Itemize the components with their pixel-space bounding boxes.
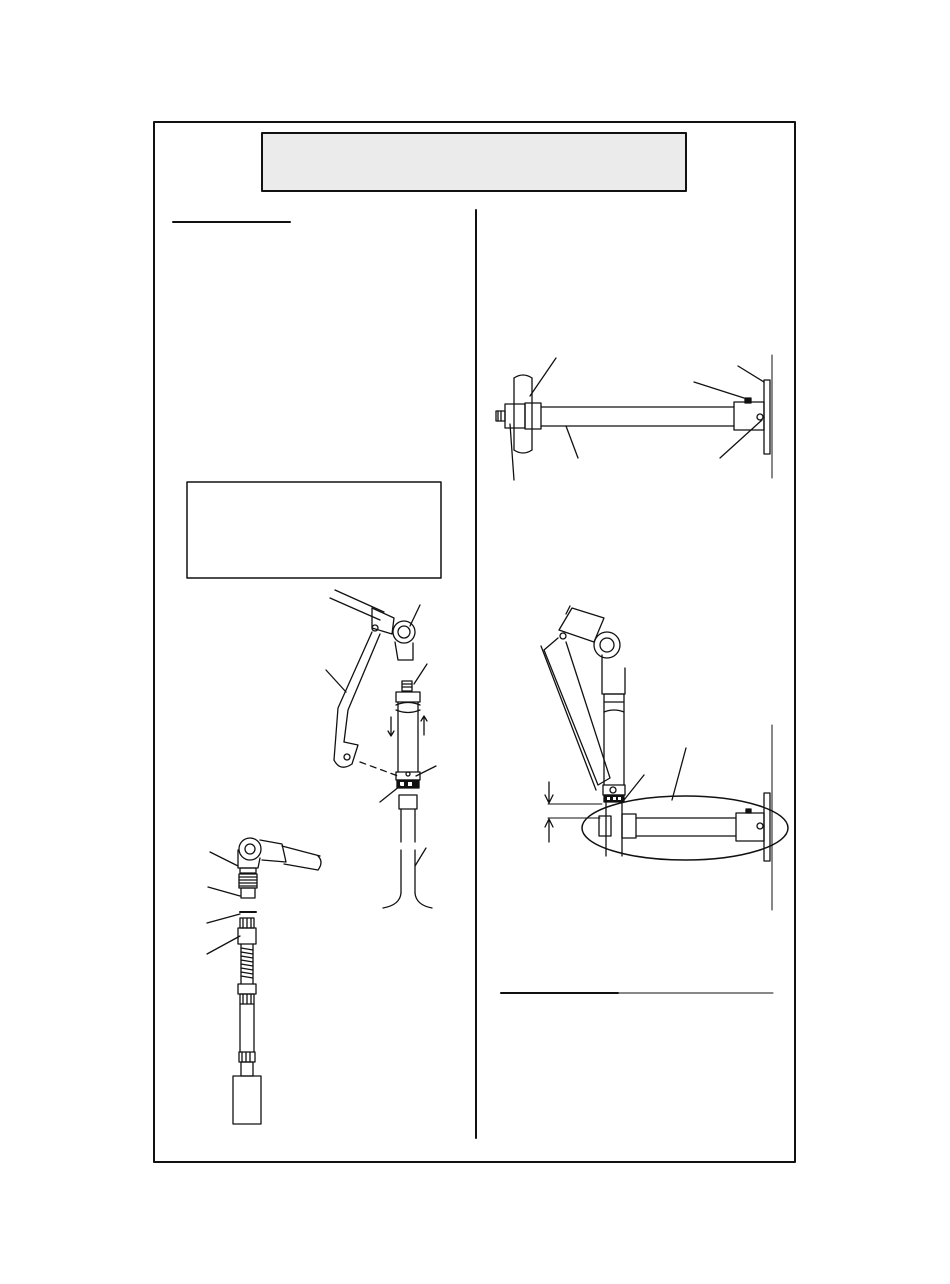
title-banner [262,133,686,191]
note-box [187,482,441,578]
arm-mounted-on-wall-view [541,606,788,910]
hose-fitting-assembly [207,838,321,1124]
page-border [154,122,795,1162]
arm-assembly-exploded-view [326,590,436,908]
mounting-bracket-side-view [496,355,772,480]
